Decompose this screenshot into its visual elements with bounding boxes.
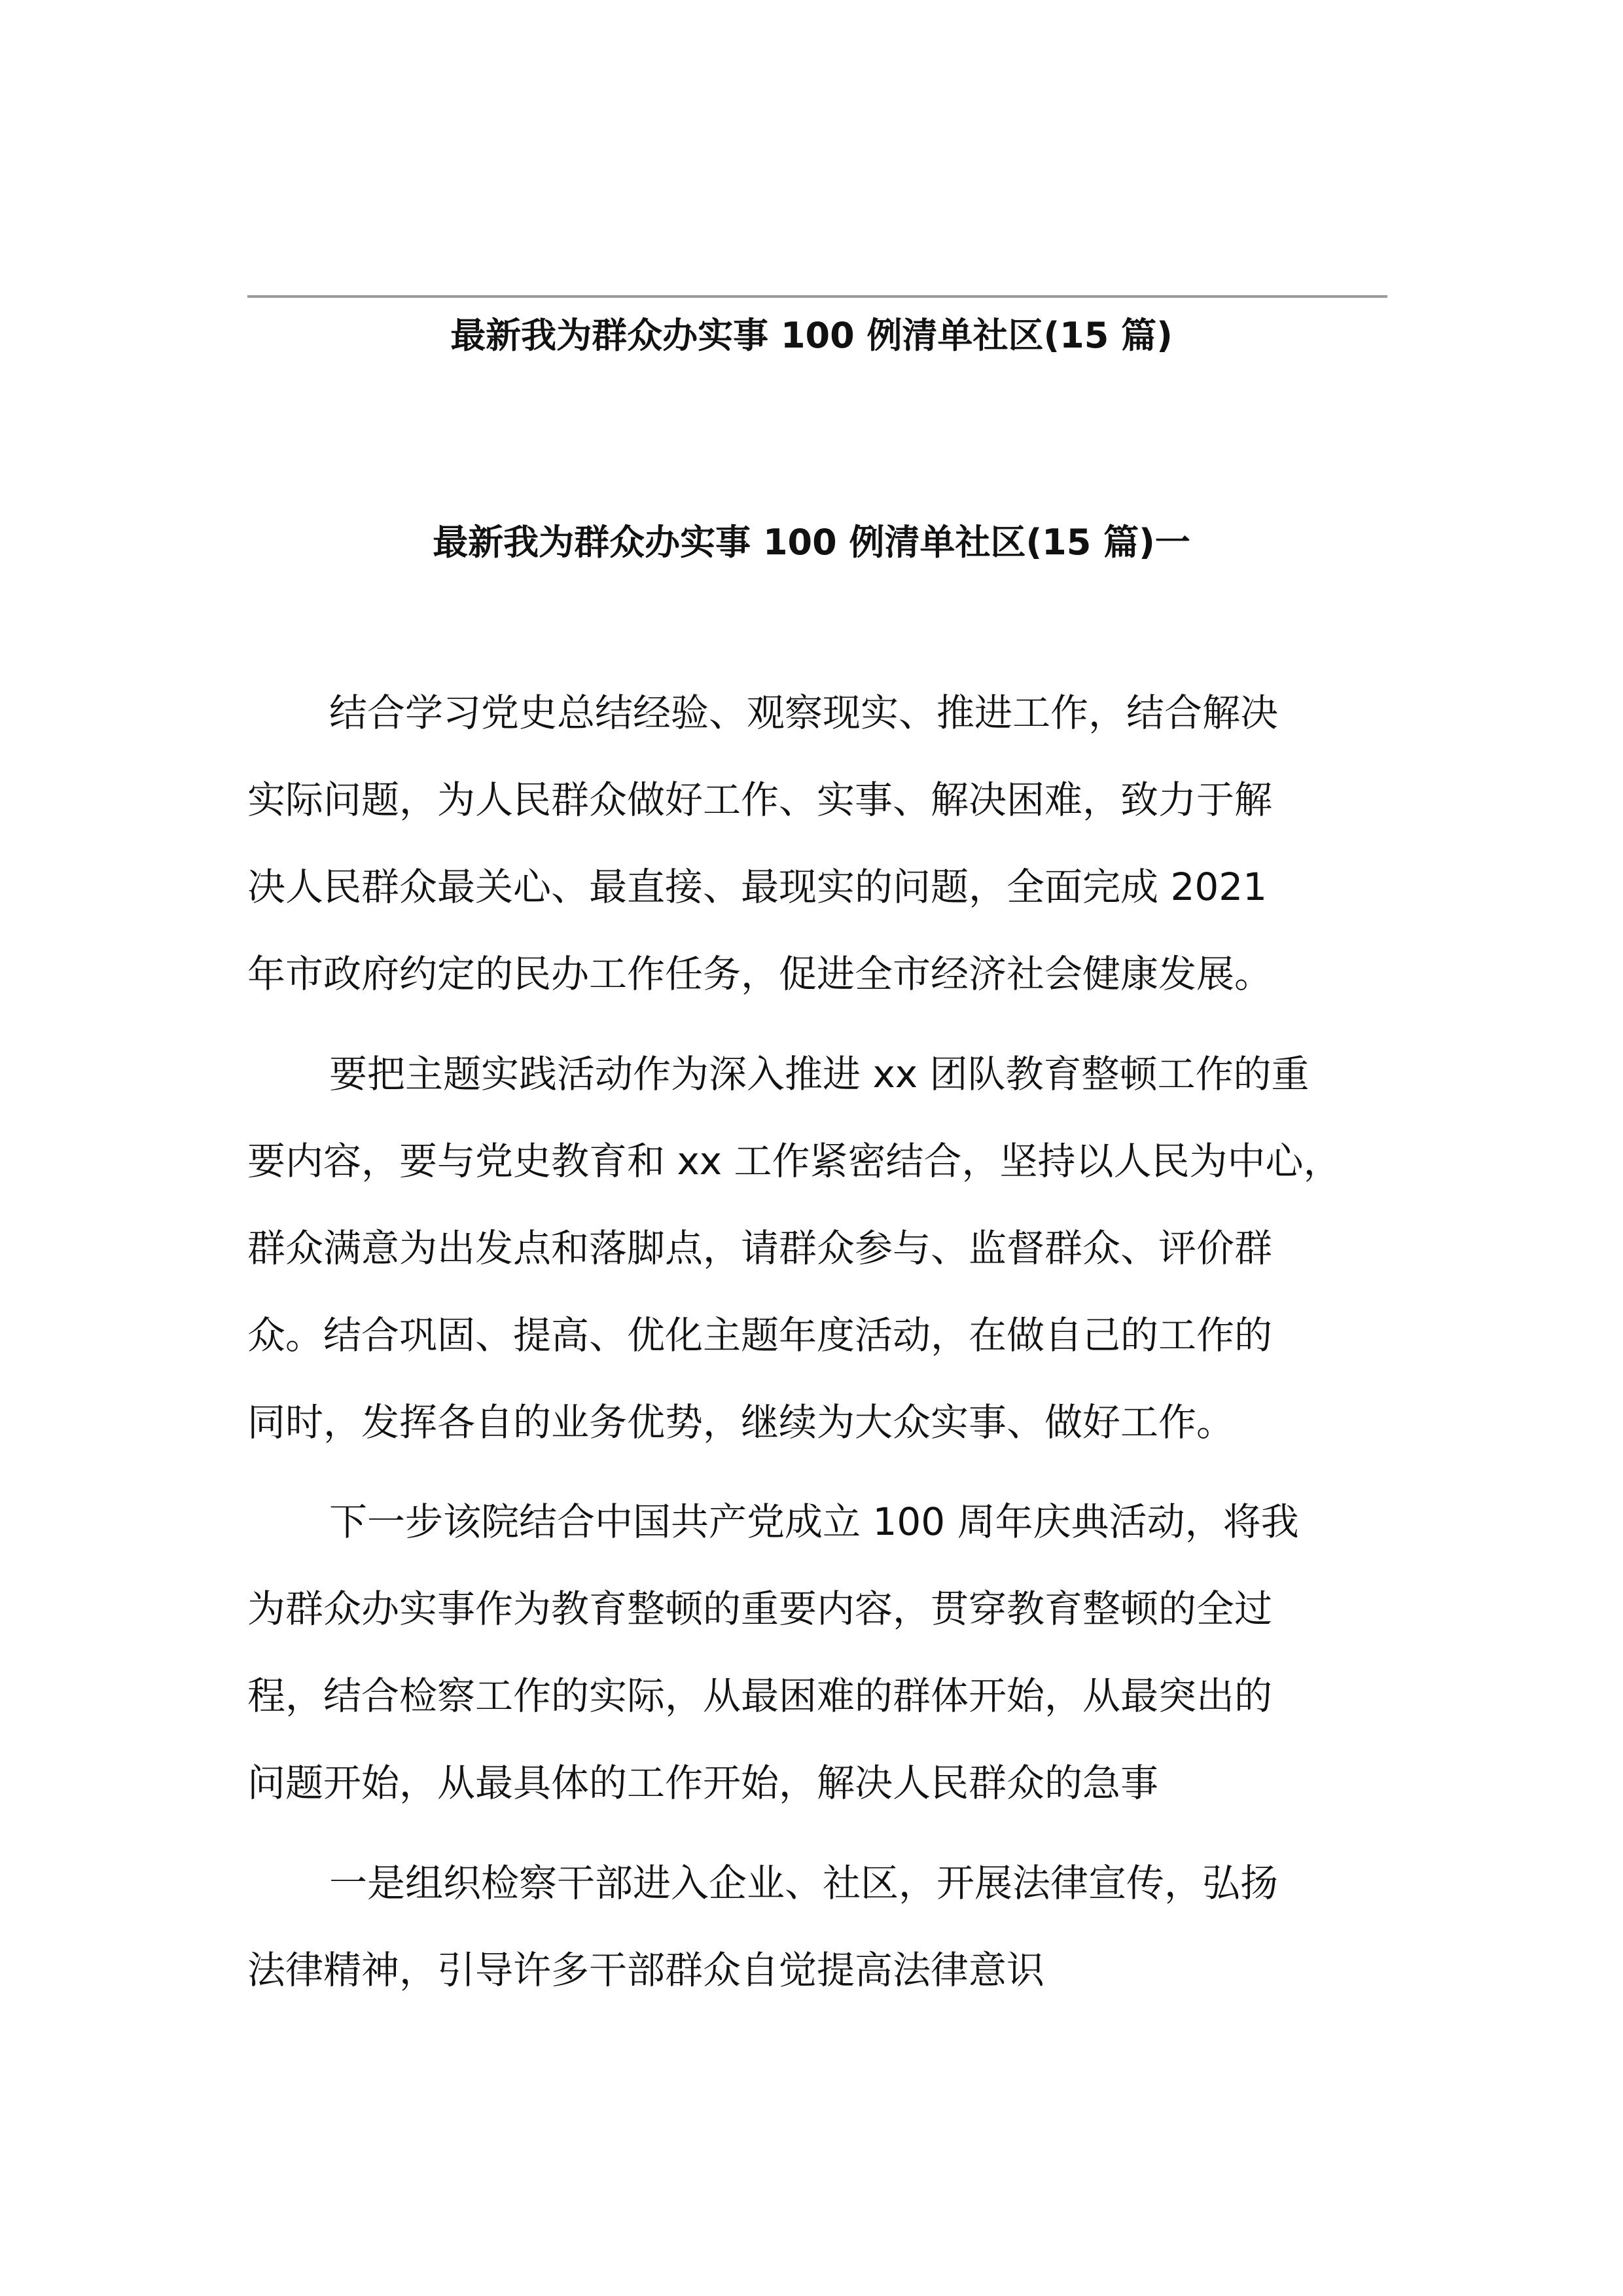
header-divider xyxy=(247,295,1387,298)
paragraph-line: 决人民群众最关心、最直接、最现实的问题，全面完成 2021 xyxy=(247,865,1268,909)
paragraph-line: 问题开始，从最具体的工作开始，解决人民群众的急事 xyxy=(247,1761,1159,1805)
paragraph-line: 一是组织检察干部进入企业、社区，开展法律宣传，弘扬 xyxy=(329,1861,1279,1905)
paragraph-line: 群众满意为出发点和落脚点，请群众参与、监督群众、评价群 xyxy=(247,1226,1273,1270)
paragraph-line: 实际问题，为人民群众做好工作、实事、解决困难，致力于解 xyxy=(247,778,1273,822)
paragraph-line: 同时，发挥各自的业务优势，继续为大众实事、做好工作。 xyxy=(247,1400,1235,1444)
paragraph-line: 要内容，要与党史教育和 xx 工作紧密结合，坚持以人民为中心， xyxy=(247,1139,1342,1183)
paragraph-line: 结合学习党史总结经验、观察现实、推进工作，结合解决 xyxy=(329,691,1279,735)
paragraph-line: 下一步该院结合中国共产党成立 100 周年庆典活动，将我 xyxy=(329,1499,1299,1544)
document-title: 最新我为群众办实事 100 例清单社区(15 篇) xyxy=(450,315,1173,356)
section-heading: 最新我为群众办实事 100 例清单社区(15 篇)一 xyxy=(433,522,1190,563)
paragraph-line: 年市政府约定的民办工作任务，促进全市经济社会健康发展。 xyxy=(247,952,1273,996)
paragraph-line: 为群众办实事作为教育整顿的重要内容，贯穿教育整顿的全过 xyxy=(247,1587,1273,1631)
paragraph-line: 程，结合检察工作的实际，从最困难的群体开始，从最突出的 xyxy=(247,1674,1273,1718)
paragraph-line: 要把主题实践活动作为深入推进 xx 团队教育整顿工作的重 xyxy=(329,1052,1310,1096)
paragraph-line: 法律精神，引导许多干部群众自觉提高法律意识 xyxy=(247,1948,1045,1992)
paragraph-line: 众。结合巩固、提高、优化主题年度活动，在做自己的工作的 xyxy=(247,1313,1273,1357)
